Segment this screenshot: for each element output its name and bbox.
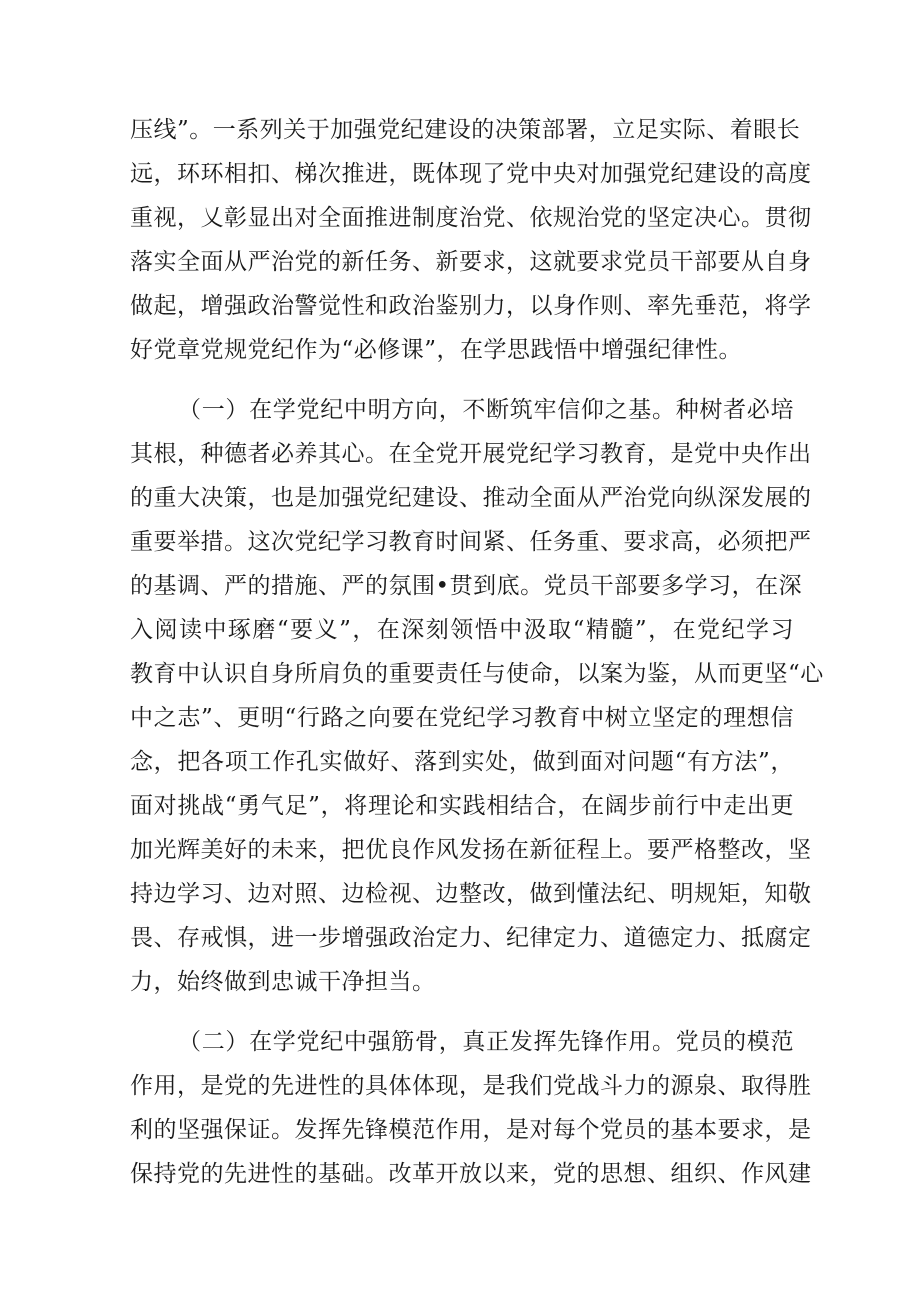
text-line-19: 畏、存戒惧，进一步增强政治定力、纪律定力、道德定力、抵腐定 bbox=[130, 925, 812, 951]
text-line-14: 中之志”、更明“行路之向要在党纪学习教育中树立坚定的理想信 bbox=[130, 705, 794, 731]
text-line-15: 念，把各项工作孔实做好、落到实处，做到面对问题“有方法”， bbox=[130, 749, 794, 775]
text-line-1: 压线”。一系列关于加强党纪建设的决策部署，立足实际、着眼长 bbox=[130, 117, 801, 143]
section-heading-2: （二）在学党纪中强筋骨，真正发挥先锋作用。党员的模范 bbox=[178, 1029, 794, 1055]
text-line-3: 重视，乂彰显出对全面推进制度治党、依规治党的坚定决心。贯彻 bbox=[130, 205, 812, 231]
text-line-11: 的基调、严的措施、严的氛围•贯到底。党员干部要多学习，在深 bbox=[130, 573, 803, 599]
text-line-17: 加光辉美好的未来，把优良作风发扬在新征程上。要严格整改，坚 bbox=[130, 837, 812, 863]
text-line-6: 好党章党规党纪作为“必修课”，在学思践悟中增强纪律性。 bbox=[130, 337, 743, 363]
text-line-9: 的重大决策，也是加强党纪建设、推动全面从严治党向纵深发展的 bbox=[130, 485, 812, 511]
text-line-18: 持边学习、边对照、边检视、边整改，做到懂法纪、明规矩，知敬 bbox=[130, 881, 812, 907]
text-line-24: 保持党的先进性的基础。改革开放以来，党的思想、组织、作风建 bbox=[130, 1161, 812, 1187]
text-line-12: 入阅读中琢磨“要义”，在深刻领悟中汲取“精髓”，在党纪学习 bbox=[130, 617, 794, 643]
text-line-5: 做起，增强政治警觉性和政治鉴别力，以身作则、率先垂范，将学 bbox=[130, 293, 812, 319]
text-line-16: 面对挑战“勇气足”，将理论和实践相结合，在阔步前行中走出更 bbox=[130, 793, 794, 819]
text-line-10: 重要举措。这次党纪学习教育时间紧、任务重、要求高，必须把严 bbox=[130, 529, 812, 555]
text-line-8: 其根，种德者必养其心。在全党开展党纪学习教育，是党中央作出 bbox=[130, 441, 812, 467]
text-line-13: 教育中认识自身所肩负的重要责任与使命，以案为鉴，从而更坚“心 bbox=[130, 661, 824, 687]
text-line-2: 远，环环相扣、梯次推进，既体现了党中央对加强党纪建设的高度 bbox=[130, 161, 812, 187]
text-line-22: 作用，是党的先进性的具体体现，是我们党战斗力的源泉、取得胜 bbox=[130, 1073, 812, 1099]
section-heading-1: （一）在学党纪中明方向，不断筑牢信仰之基。种树者必培 bbox=[178, 397, 794, 423]
text-line-23: 利的坚强保证。发挥先锋模范作用，是对每个党员的基本要求，是 bbox=[130, 1117, 812, 1143]
text-line-20: 力，始终做到忠诚干净担当。 bbox=[130, 969, 436, 995]
text-line-4: 落实全面从严治党的新任务、新要求，这就要求党员干部要从自身 bbox=[130, 249, 812, 275]
